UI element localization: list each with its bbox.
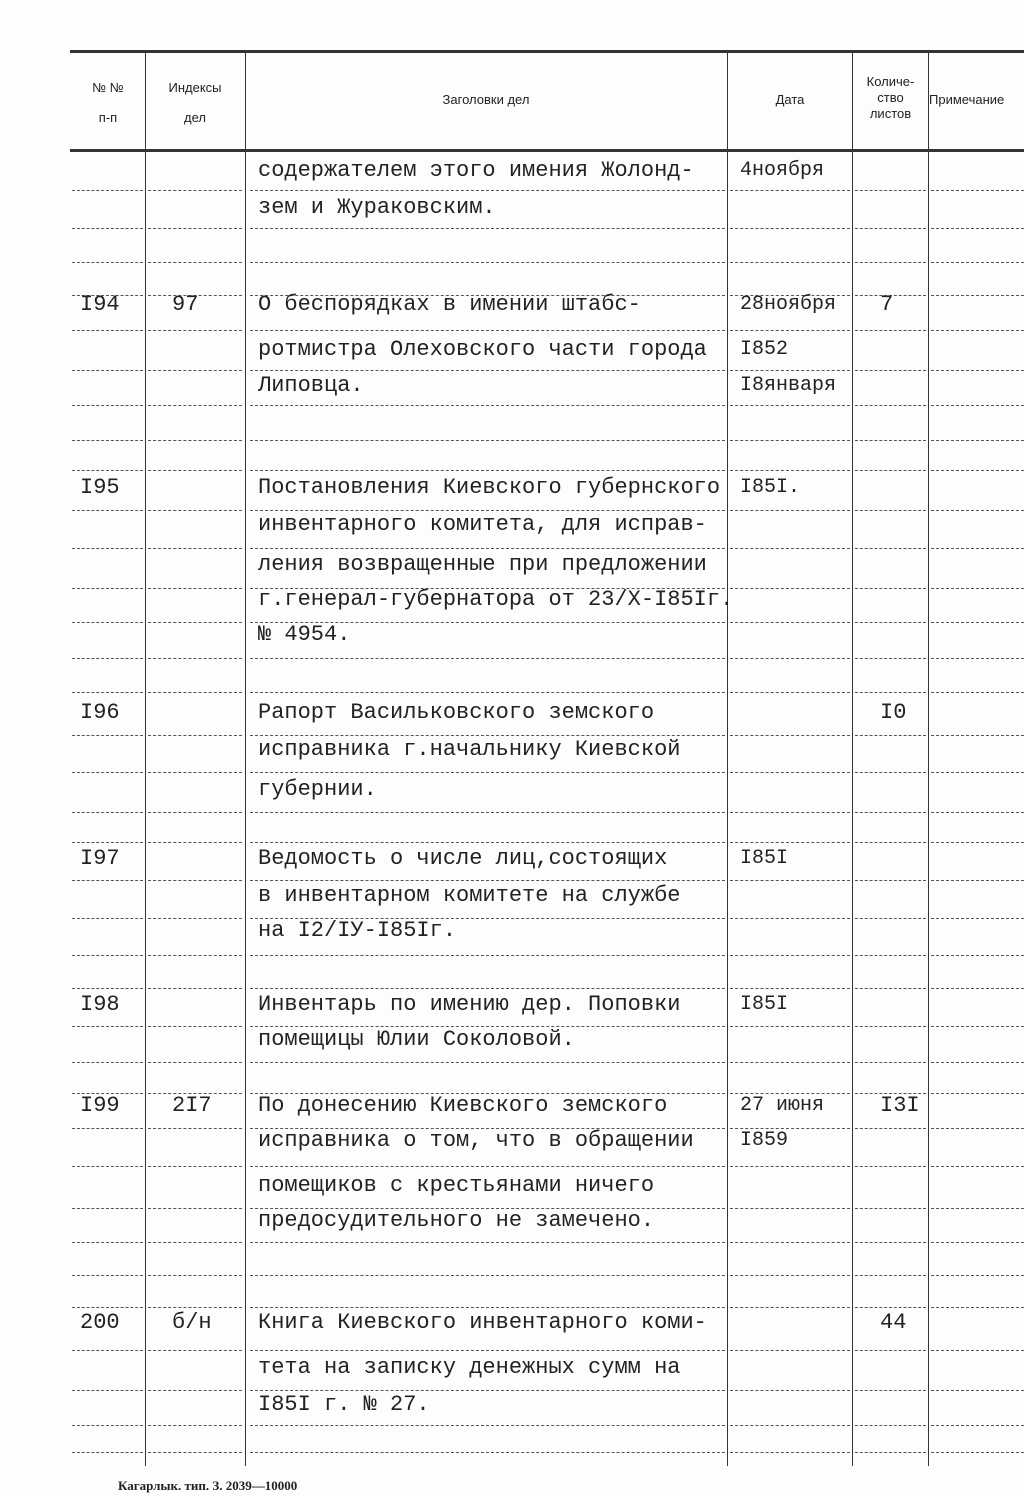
row-index: 97 — [172, 292, 199, 317]
ruled-line — [931, 295, 1024, 296]
ruled-line — [148, 1062, 242, 1063]
row-date-line: I8января — [740, 374, 837, 397]
ruled-line — [730, 1425, 850, 1426]
ruled-line — [72, 190, 143, 191]
ruled-line — [931, 692, 1024, 693]
row-title-line: в инвентарном комитете на службе — [258, 883, 681, 908]
ruled-line — [931, 1166, 1024, 1167]
column-divider — [852, 52, 853, 1466]
ruled-line — [730, 955, 850, 956]
ruled-line — [250, 1307, 725, 1308]
ruled-line — [72, 1242, 143, 1243]
ruled-line — [148, 510, 242, 511]
ruled-line — [931, 1093, 1024, 1094]
ruled-line — [730, 588, 850, 589]
ruled-line — [931, 1390, 1024, 1391]
ruled-line — [855, 622, 926, 623]
ruled-line — [730, 228, 850, 229]
ruled-line — [148, 1242, 242, 1243]
ruled-line — [730, 1307, 850, 1308]
ruled-line — [730, 1166, 850, 1167]
ruled-line — [730, 470, 850, 471]
row-title-line: ротмистра Олеховского части города — [258, 337, 707, 362]
ruled-line — [855, 1062, 926, 1063]
ruled-line — [250, 1390, 725, 1391]
ruled-line — [931, 405, 1024, 406]
ruled-line — [730, 190, 850, 191]
ruled-line — [931, 1242, 1024, 1243]
ruled-line — [730, 735, 850, 736]
ruled-line — [730, 1242, 850, 1243]
ruled-line — [250, 440, 725, 441]
ruled-line — [931, 622, 1024, 623]
ruled-line — [250, 1275, 725, 1276]
ruled-line — [72, 812, 143, 813]
ruled-line — [72, 588, 143, 589]
ruled-line — [855, 692, 926, 693]
ruled-line — [250, 1425, 725, 1426]
row-number: I97 — [80, 846, 120, 871]
ruled-line — [931, 330, 1024, 331]
ruled-line — [250, 988, 725, 989]
row-sheets: 44 — [880, 1310, 907, 1335]
row-number: I95 — [80, 475, 120, 500]
ruled-line — [931, 880, 1024, 881]
row-index: б/н — [172, 1310, 212, 1335]
header-sheets — [853, 74, 928, 122]
ruled-line — [730, 772, 850, 773]
ruled-line — [148, 1452, 242, 1453]
ruled-line — [931, 658, 1024, 659]
ruled-line — [148, 440, 242, 441]
ruled-line — [148, 988, 242, 989]
row-date-line: 28ноября — [740, 293, 837, 316]
ruled-line — [72, 772, 143, 773]
ruled-line — [148, 955, 242, 956]
header-title: Заголовки дел — [442, 92, 530, 107]
ruled-line — [250, 880, 725, 881]
row-number: I99 — [80, 1093, 120, 1118]
ruled-line — [72, 228, 143, 229]
row-number: I96 — [80, 700, 120, 725]
header-index-line: дел — [184, 110, 206, 125]
row-title-line: Постановления Киевского губернского — [258, 475, 721, 500]
ruled-line — [72, 1026, 143, 1027]
ruled-line — [250, 330, 725, 331]
ruled-line — [855, 1307, 926, 1308]
ruled-line — [148, 1390, 242, 1391]
ruled-line — [730, 370, 850, 371]
ruled-line — [148, 228, 242, 229]
ruled-line — [855, 955, 926, 956]
ruled-line — [72, 1350, 143, 1351]
ruled-line — [72, 330, 143, 331]
row-number: I98 — [80, 992, 120, 1017]
ruled-line — [250, 262, 725, 263]
ruled-line — [72, 1208, 143, 1209]
ruled-line — [730, 658, 850, 659]
ruled-line — [72, 692, 143, 693]
ruled-line — [855, 772, 926, 773]
ruled-line — [148, 1307, 242, 1308]
column-divider — [145, 52, 146, 1466]
ruled-line — [72, 1275, 143, 1276]
header-num-line: п-п — [98, 110, 118, 125]
ruled-line — [148, 622, 242, 623]
ruled-line — [72, 1128, 143, 1129]
ruled-line — [148, 588, 242, 589]
ruled-line — [148, 370, 242, 371]
ruled-line — [855, 735, 926, 736]
ruled-line — [855, 1242, 926, 1243]
ruled-line — [931, 1425, 1024, 1426]
ruled-line — [730, 842, 850, 843]
row-title-line: О беспорядках в имении штабс- — [258, 292, 641, 317]
ruled-line — [855, 918, 926, 919]
header-bottom-border — [70, 149, 1024, 152]
ruled-line — [148, 262, 242, 263]
row-title-line: губернии. — [258, 777, 377, 802]
ruled-line — [72, 262, 143, 263]
ruled-line — [730, 1062, 850, 1063]
ruled-line — [250, 370, 725, 371]
ruled-line — [931, 470, 1024, 471]
header-sheets-line: ство — [877, 90, 904, 105]
row-sheets: I0 — [880, 700, 907, 725]
ruled-line — [931, 190, 1024, 191]
ruled-line — [931, 955, 1024, 956]
table-top-border — [70, 50, 1024, 53]
ruled-line — [931, 812, 1024, 813]
ruled-line — [72, 470, 143, 471]
ruled-line — [148, 1026, 242, 1027]
ruled-line — [931, 1128, 1024, 1129]
ruled-line — [931, 1275, 1024, 1276]
ruled-line — [931, 510, 1024, 511]
ruled-line — [855, 658, 926, 659]
row-title-line: г.генерал-губернатора от 23/X-I85Iг. — [258, 587, 734, 612]
column-divider — [245, 52, 246, 1466]
ruled-line — [855, 880, 926, 881]
ruled-line — [148, 812, 242, 813]
row-title-line: тета на записку денежных сумм на — [258, 1355, 681, 1380]
ruled-line — [148, 405, 242, 406]
row-title-line: По донесению Киевского земского — [258, 1093, 668, 1118]
header-sheets-line: листов — [869, 106, 912, 121]
ruled-line — [148, 548, 242, 549]
ruled-line — [931, 772, 1024, 773]
header-note: Примечание — [929, 92, 1005, 107]
ruled-line — [730, 988, 850, 989]
ruled-line — [855, 1452, 926, 1453]
ruled-line — [855, 440, 926, 441]
ruled-line — [250, 658, 725, 659]
ruled-line — [148, 735, 242, 736]
ruled-line — [250, 1452, 725, 1453]
header-index — [146, 80, 244, 126]
ruled-line — [730, 1390, 850, 1391]
ruled-line — [931, 1307, 1024, 1308]
row-date-line: I85I — [740, 847, 789, 870]
ruled-line — [72, 1166, 143, 1167]
ruled-line — [730, 1452, 850, 1453]
ruled-line — [72, 1390, 143, 1391]
ruled-line — [730, 262, 850, 263]
ruled-line — [855, 1275, 926, 1276]
ruled-line — [148, 658, 242, 659]
ruled-line — [730, 880, 850, 881]
row-title-line: Инвентарь по имению дер. Поповки — [258, 992, 681, 1017]
ruled-line — [148, 1166, 242, 1167]
ruled-line — [931, 1062, 1024, 1063]
ruled-line — [855, 1128, 926, 1129]
ruled-line — [855, 1166, 926, 1167]
row-title-line: содержателем этого имения Жолонд- — [258, 158, 694, 183]
ruled-line — [855, 1425, 926, 1426]
row-title-line: исправника г.начальнику Киевской — [258, 737, 681, 762]
ruled-line — [931, 1026, 1024, 1027]
ruled-line — [931, 918, 1024, 919]
ruled-line — [250, 692, 725, 693]
ruled-line — [72, 880, 143, 881]
header-num — [72, 80, 144, 126]
row-date-line: I85I — [740, 993, 789, 1016]
row-title-line: Ведомость о числе лиц,состоящих — [258, 846, 668, 871]
ruled-line — [148, 1350, 242, 1351]
ruled-line — [855, 190, 926, 191]
ruled-line — [855, 988, 926, 989]
ruled-line — [855, 842, 926, 843]
row-title-line: на I2/IУ-I85Iг. — [258, 918, 457, 943]
ruled-line — [855, 1390, 926, 1391]
ruled-line — [730, 510, 850, 511]
ruled-line — [148, 772, 242, 773]
ruled-line — [148, 190, 242, 191]
ruled-line — [855, 588, 926, 589]
ruled-line — [72, 918, 143, 919]
ruled-line — [250, 1166, 725, 1167]
ruled-line — [72, 405, 143, 406]
ruled-line — [730, 548, 850, 549]
ruled-line — [148, 1275, 242, 1276]
column-divider — [928, 52, 929, 1466]
ruled-line — [931, 842, 1024, 843]
ruled-line — [250, 772, 725, 773]
ruled-line — [250, 510, 725, 511]
ruled-line — [730, 622, 850, 623]
row-date-line: I85I. — [740, 476, 801, 499]
ruled-line — [72, 955, 143, 956]
ruled-line — [931, 588, 1024, 589]
ruled-line — [855, 405, 926, 406]
ruled-line — [730, 330, 850, 331]
ruled-line — [730, 1026, 850, 1027]
ruled-line — [855, 1208, 926, 1209]
ruled-line — [855, 548, 926, 549]
header-num-line: № № — [92, 80, 124, 95]
ruled-line — [72, 1425, 143, 1426]
ruled-line — [250, 1062, 725, 1063]
ruled-line — [148, 1425, 242, 1426]
ruled-line — [72, 548, 143, 549]
ruled-line — [855, 370, 926, 371]
ruled-line — [730, 1208, 850, 1209]
row-title-line: зем и Жураковским. — [258, 195, 496, 220]
ruled-line — [931, 228, 1024, 229]
ruled-line — [72, 1062, 143, 1063]
row-title-line: помещиков с крестьянами ничего — [258, 1173, 655, 1198]
ruled-line — [250, 405, 725, 406]
row-number: 200 — [80, 1310, 120, 1335]
ruled-line — [72, 440, 143, 441]
ruled-line — [931, 735, 1024, 736]
ruled-line — [855, 470, 926, 471]
row-title-line: I85I г. № 27. — [258, 1392, 430, 1417]
ruled-line — [931, 548, 1024, 549]
ruled-line — [730, 692, 850, 693]
row-title-line: Рапорт Васильковского земского — [258, 700, 655, 725]
ruled-line — [855, 1026, 926, 1027]
ruled-line — [931, 370, 1024, 371]
ruled-line — [72, 842, 143, 843]
ruled-line — [148, 1208, 242, 1209]
row-title-line: инвентарного комитета, для исправ- — [258, 512, 707, 537]
column-divider — [727, 52, 728, 1466]
ruled-line — [250, 190, 725, 191]
ruled-line — [730, 405, 850, 406]
ruled-line — [931, 1452, 1024, 1453]
row-date-line: 4ноября — [740, 159, 825, 182]
ruled-line — [72, 370, 143, 371]
ruled-line — [855, 330, 926, 331]
header-sheets-line: Количе- — [866, 74, 915, 89]
header-index-line: Индексы — [168, 80, 222, 95]
ruled-line — [250, 735, 725, 736]
ruled-line — [250, 842, 725, 843]
ruled-line — [148, 470, 242, 471]
ruled-line — [148, 842, 242, 843]
header-date: Дата — [775, 92, 805, 107]
ruled-line — [931, 262, 1024, 263]
ruled-line — [148, 880, 242, 881]
row-date-line: 27 июня — [740, 1094, 825, 1117]
row-title-line: предосудительного не замечено. — [258, 1208, 655, 1233]
ruled-line — [72, 622, 143, 623]
ruled-line — [72, 1307, 143, 1308]
row-sheets: 7 — [880, 292, 894, 317]
row-title-line: Липовца. — [258, 373, 364, 398]
ruled-line — [931, 988, 1024, 989]
ruled-line — [855, 228, 926, 229]
row-title-line: Книга Киевского инвентарного коми- — [258, 1310, 707, 1335]
row-title-line: № 4954. — [258, 622, 351, 647]
row-date-line: I859 — [740, 1129, 789, 1152]
row-title-line: ления возвращенные при предложении — [258, 552, 707, 577]
ruled-line — [250, 812, 725, 813]
row-sheets: I3I — [880, 1093, 920, 1118]
ruled-line — [148, 1128, 242, 1129]
ruled-line — [72, 988, 143, 989]
ruled-line — [855, 1350, 926, 1351]
row-number: I94 — [80, 292, 120, 317]
ruled-line — [250, 548, 725, 549]
row-title-line: помещицы Юлии Соколовой. — [258, 1027, 575, 1052]
row-index: 2I7 — [172, 1093, 212, 1118]
ruled-line — [931, 440, 1024, 441]
ruled-line — [730, 440, 850, 441]
ruled-line — [730, 1350, 850, 1351]
ruled-line — [72, 510, 143, 511]
printer-imprint: Кагарлык. тип. З. 2039—10000 — [118, 1478, 298, 1493]
ruled-line — [730, 918, 850, 919]
ruled-line — [730, 812, 850, 813]
row-title-line: исправника о том, что в обращении — [258, 1128, 694, 1153]
ruled-line — [72, 658, 143, 659]
ruled-line — [855, 510, 926, 511]
ruled-line — [72, 735, 143, 736]
ruled-line — [148, 330, 242, 331]
ruled-line — [250, 1242, 725, 1243]
ruled-line — [250, 470, 725, 471]
ruled-line — [931, 1208, 1024, 1209]
ruled-line — [730, 1275, 850, 1276]
ruled-line — [148, 692, 242, 693]
ruled-line — [250, 955, 725, 956]
ruled-line — [250, 228, 725, 229]
ruled-line — [148, 918, 242, 919]
ruled-line — [855, 812, 926, 813]
ruled-line — [250, 1350, 725, 1351]
ruled-line — [72, 1452, 143, 1453]
ruled-line — [931, 1350, 1024, 1351]
ruled-line — [855, 262, 926, 263]
row-date-line: I852 — [740, 338, 789, 361]
